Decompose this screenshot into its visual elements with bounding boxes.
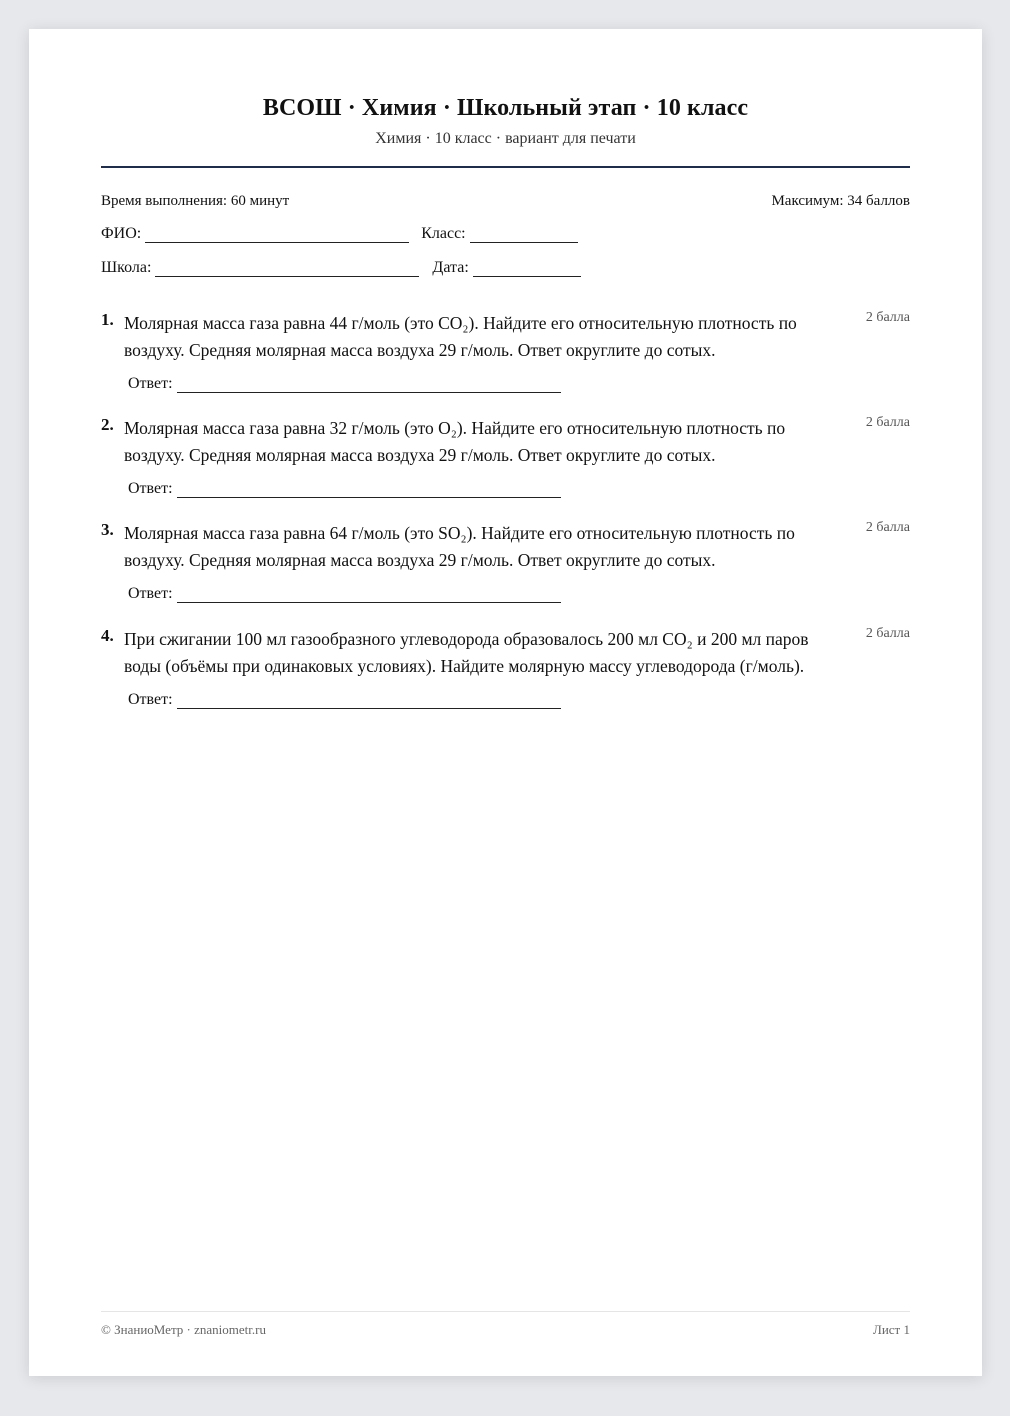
answer-row [128, 585, 561, 603]
answer-row [128, 480, 561, 498]
answer-label: Ответ: [128, 691, 173, 708]
page-number: Лист 1 [873, 1322, 910, 1337]
question-points: 2 балла [865, 520, 910, 535]
question-text: При сжигании 100 мл газообразного углеводорода образовалось 200 мл CO₂ и 200 мл паров воды (объёмы при одинаковых условиях). Найдите молярную массу углеводорода (г/моль). [124, 629, 809, 676]
answer-field[interactable] [177, 376, 561, 393]
question-number: 2. [101, 415, 114, 434]
question-points: 2 балла [865, 626, 910, 641]
max-score: Максимум: 34 баллов [771, 193, 910, 209]
answer-row [128, 375, 561, 393]
answer-field[interactable] [177, 481, 561, 498]
question-number: 4. [101, 626, 114, 645]
student-fields-row-2 [101, 259, 581, 277]
footer-divider [101, 1311, 910, 1312]
school-field[interactable] [155, 260, 419, 277]
page-subtitle: Химия · 10 класс · вариант для печати [375, 130, 636, 147]
answer-field[interactable] [177, 586, 561, 603]
fio-field[interactable] [145, 226, 409, 243]
question-text: Молярная масса газа равна 64 г/моль (это SO₂). Найдите его относительную плотность по воздуху. Средняя молярная масса воздуха 29 г/моль. Ответ округлите до сотых. [124, 523, 795, 570]
class-field[interactable] [470, 226, 578, 243]
question-text: Молярная масса газа равна 44 г/моль (это CO₂). Найдите его относительную плотность по воздуху. Средняя молярная масса воздуха 29 г/моль. Ответ округлите до сотых. [124, 313, 797, 360]
footer-copyright: © ЗнаниоМетр · znaniometr.ru [101, 1322, 266, 1337]
question-number: 3. [101, 520, 114, 539]
answer-label: Ответ: [128, 375, 173, 392]
time-limit: Время выполнения: 60 минут [101, 193, 290, 209]
answer-field[interactable] [177, 692, 561, 709]
sheet-content [101, 29, 910, 1376]
meta-row [101, 193, 910, 210]
question-text: Молярная масса газа равна 32 г/моль (это O₂). Найдите его относительную плотность по воздуху. Средняя молярная масса воздуха 29 г/моль. Ответ округлите до сотых. [124, 418, 786, 465]
page-title: ВСОШ · Химия · Школьный этап · 10 класс [262, 95, 749, 121]
date-label: Дата: [432, 259, 469, 276]
fio-label: ФИО: [101, 225, 142, 242]
answer-row [128, 691, 561, 709]
print-sheet [29, 29, 982, 1376]
question-points: 2 балла [865, 310, 910, 325]
answer-label: Ответ: [128, 480, 173, 497]
date-field[interactable] [473, 260, 581, 277]
question-number: 1. [101, 310, 114, 329]
student-fields-row-1 [101, 225, 578, 243]
answer-label: Ответ: [128, 585, 173, 602]
header-divider [101, 166, 910, 168]
page-footer [101, 1322, 910, 1338]
question-points: 2 балла [865, 415, 910, 430]
class-label: Класс: [421, 225, 466, 242]
school-label: Школа: [101, 259, 152, 276]
